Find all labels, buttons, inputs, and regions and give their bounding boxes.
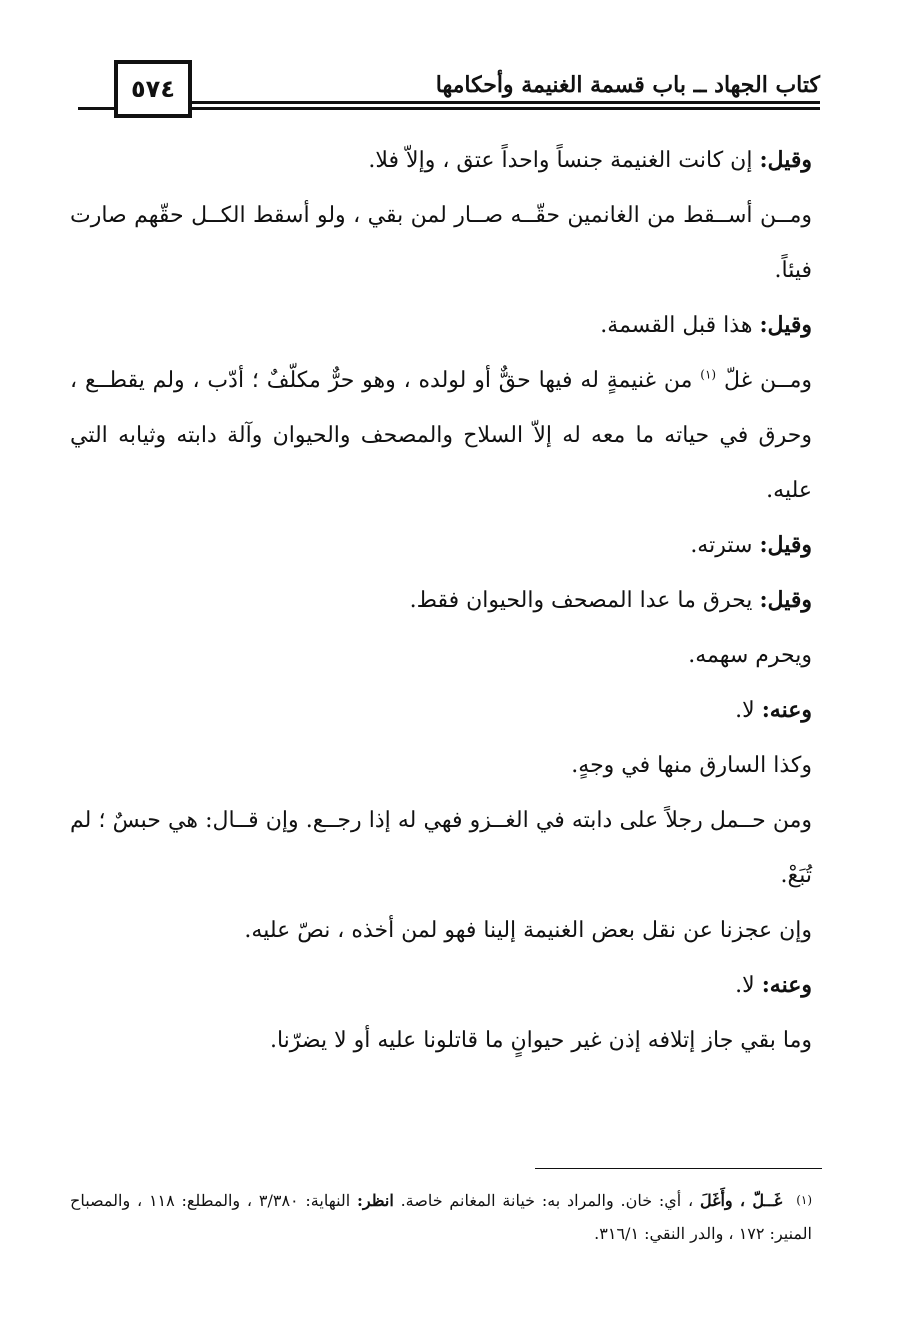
footnote-marker: (١) [796, 1193, 813, 1207]
qualifier-label: وعنه: [761, 972, 812, 998]
footnote-1 [70, 1184, 812, 1250]
running-title: كتاب الجهاد ــ باب قسمة الغنيمة وأحكامها [204, 72, 820, 98]
paragraph-text: سترته. [690, 533, 760, 558]
paragraph-8 [70, 683, 812, 738]
paragraph-1 [70, 133, 812, 188]
paragraph-text: لا. [735, 698, 762, 723]
footnote-text: النهاية: ٣/٣٨٠ ، والمطلع: ١١٨ ، والمصباح المنير: ١٧٢ ، والدر النقي: ٣١٦/١. [70, 1191, 812, 1243]
footnote-term: غَــلّ ، وأَغَلَ [699, 1191, 783, 1210]
header-rule-top [188, 101, 820, 104]
footnote-text: ، أي: خان. والمراد به: خيانة المغانم خاصة. [393, 1191, 700, 1210]
paragraph-7: ويحرم سهمه. [688, 643, 812, 668]
paragraph-text: من غنيمةٍ له فيها حقٌّ أو لولده ، وهو حرٌّ مكلّفٌ ؛ أدّب ، ولم يقطــع ، وحرق في حياته ما معه له إلاّ السلاح والمصحف والحيوان وآلة دابته وثيابه التي عليه. [70, 368, 812, 503]
page-header [78, 60, 820, 124]
paragraph-text: إن كانت الغنيمة جنساً واحداً عتق ، وإلاّ فلا. [368, 148, 760, 173]
paragraph-9: وكذا السارق منها في وجهٍ. [571, 753, 812, 778]
paragraph-text: يحرق ما عدا المصحف والحيوان فقط. [409, 588, 760, 613]
page-number: ٥٧٤ [114, 60, 192, 118]
footnotes [70, 1184, 812, 1250]
paragraph-13: وما بقي جاز إتلافه إذن غير حيوانٍ ما قاتلونا عليه أو لا يضرّنا. [269, 1028, 812, 1053]
qualifier-label: وقيل: [759, 587, 812, 613]
footnote-see-label: انظر: [357, 1191, 394, 1210]
paragraph-11: وإن عجزنا عن نقل بعض الغنيمة إلينا فهو لمن أخذه ، نصّ عليه. [244, 918, 812, 943]
footnote-reference: (١) [700, 367, 717, 382]
paragraph-10: ومن حــمل رجلاً على دابته في الغــزو فهي له إذا رجــع. وإن قــال: هي حبسٌ ؛ لم تُبَعْ. [70, 808, 812, 888]
qualifier-label: وقيل: [759, 147, 812, 173]
paragraph-text: هذا قبل القسمة. [600, 313, 760, 338]
paragraph-text: ومــن غلّ [716, 368, 813, 393]
paragraph-6 [70, 573, 812, 628]
footnote-separator [535, 1168, 822, 1169]
paragraph-text: لا. [735, 973, 762, 998]
main-text [70, 133, 812, 1068]
paragraph-4 [70, 353, 812, 518]
paragraph-3 [70, 298, 812, 353]
qualifier-label: وقيل: [759, 312, 812, 338]
qualifier-label: وقيل: [759, 532, 812, 558]
paragraph-12 [70, 958, 812, 1013]
paragraph-5 [70, 518, 812, 573]
qualifier-label: وعنه: [761, 697, 812, 723]
paragraph-2: ومــن أســقط من الغانمين حقّــه صــار لمن بقي ، ولو أسقط الكــل حقّهم صارت فيئاً. [70, 203, 812, 283]
